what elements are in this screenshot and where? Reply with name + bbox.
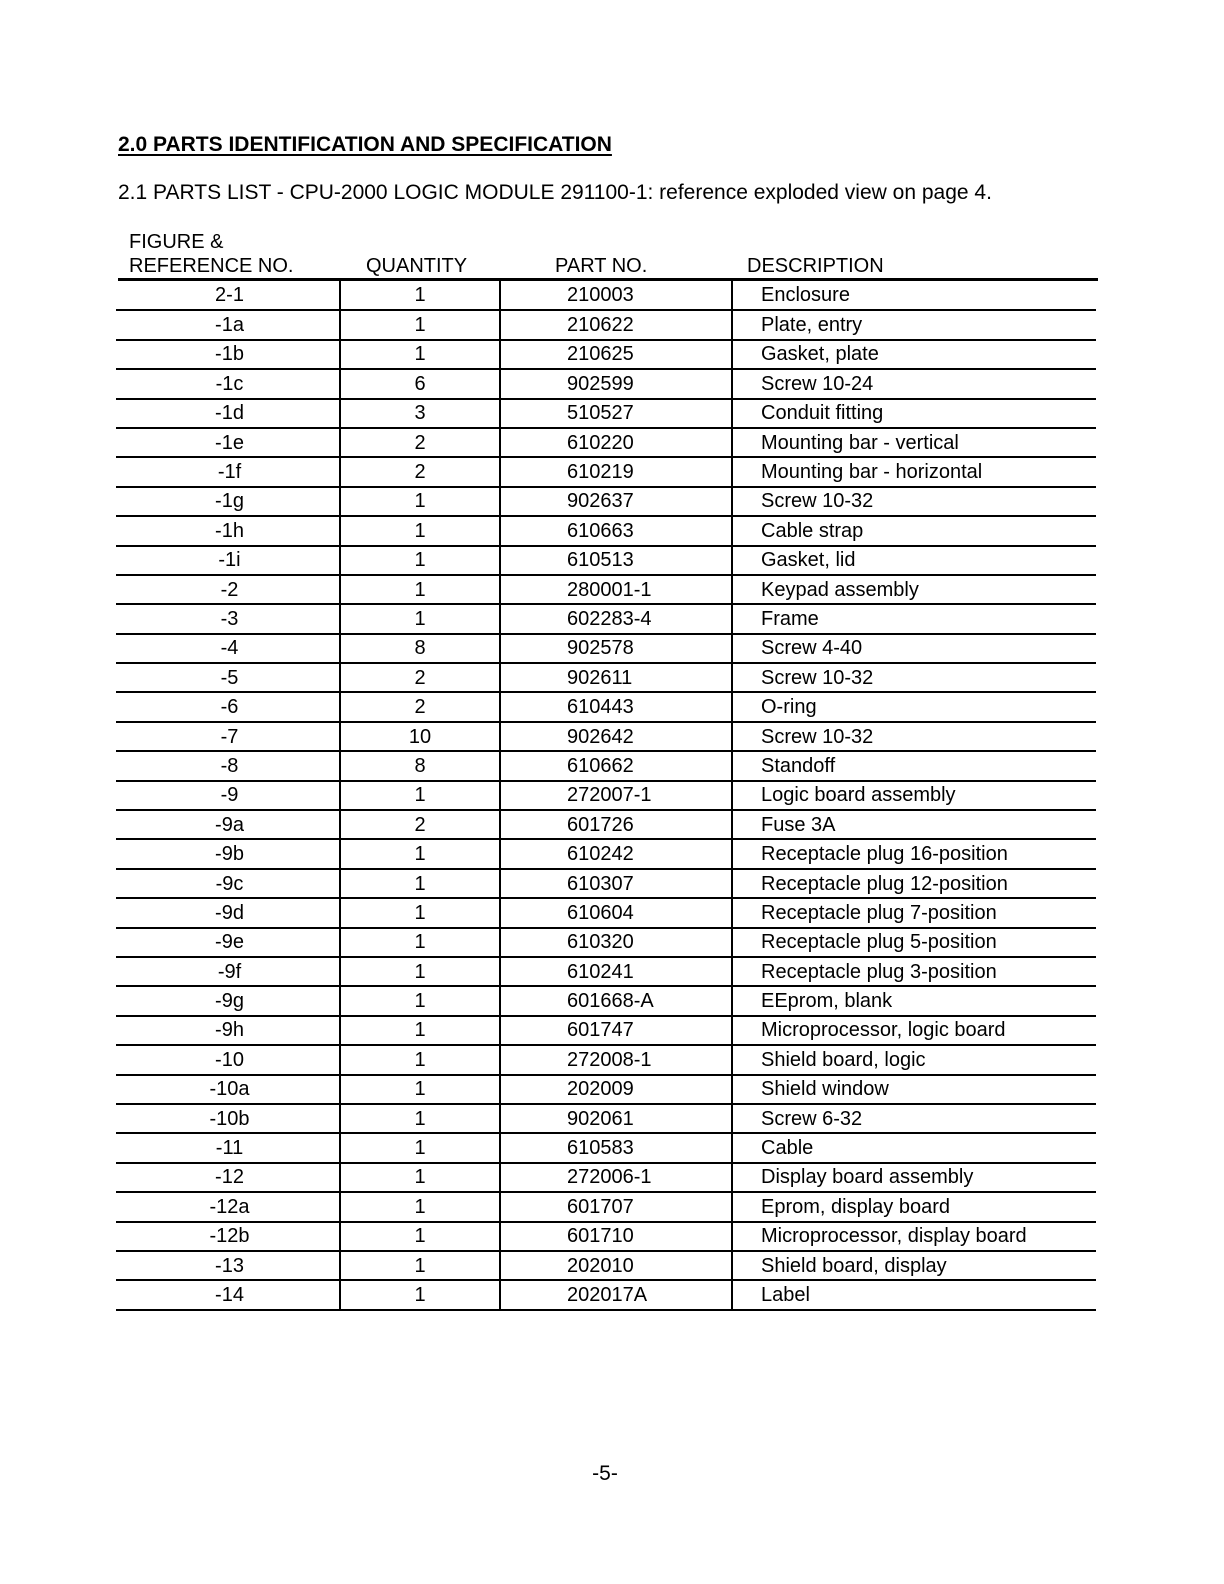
part-number-cell: 601726: [500, 810, 732, 839]
table-row: [116, 1163, 1096, 1192]
description-cell: Screw 10-32: [732, 722, 1096, 751]
quantity-cell: 1: [340, 1192, 500, 1221]
part-number-cell: 202017A: [500, 1280, 732, 1309]
description-cell: Screw 4-40: [732, 634, 1096, 663]
quantity-cell: 10: [340, 722, 500, 751]
table-row: [116, 1045, 1096, 1074]
quantity-cell: 1: [340, 928, 500, 957]
quantity-cell: 1: [340, 1075, 500, 1104]
quantity-cell: 1: [340, 1045, 500, 1074]
description-cell: EEprom, blank: [732, 986, 1096, 1015]
table-row: [116, 1075, 1096, 1104]
quantity-cell: 6: [340, 369, 500, 398]
table-row: [116, 869, 1096, 898]
description-cell: Frame: [732, 604, 1096, 633]
column-header-reference-line1: FIGURE &: [129, 231, 224, 253]
part-number-cell: 902599: [500, 369, 732, 398]
table-row: [116, 487, 1096, 516]
table-row: [116, 1192, 1096, 1221]
reference-cell: -1b: [116, 340, 340, 369]
reference-cell: -9h: [116, 1016, 340, 1045]
reference-cell: -11: [116, 1133, 340, 1162]
reference-cell: -9: [116, 781, 340, 810]
quantity-cell: 1: [340, 310, 500, 339]
table-row: [116, 457, 1096, 486]
parts-table-body: [116, 281, 1096, 1310]
quantity-cell: 2: [340, 663, 500, 692]
table-row: [116, 310, 1096, 339]
part-number-cell: 610663: [500, 516, 732, 545]
part-number-cell: 610443: [500, 692, 732, 721]
table-row: [116, 810, 1096, 839]
quantity-cell: 1: [340, 487, 500, 516]
part-number-cell: 610242: [500, 839, 732, 868]
quantity-cell: 2: [340, 428, 500, 457]
reference-cell: -1a: [116, 310, 340, 339]
description-cell: Fuse 3A: [732, 810, 1096, 839]
part-number-cell: 902061: [500, 1104, 732, 1133]
description-cell: Gasket, plate: [732, 340, 1096, 369]
part-number-cell: 272008-1: [500, 1045, 732, 1074]
table-row: [116, 1251, 1096, 1280]
quantity-cell: 2: [340, 810, 500, 839]
column-header-reference-line2: REFERENCE NO.: [129, 255, 294, 277]
reference-cell: -1e: [116, 428, 340, 457]
quantity-cell: 1: [340, 1222, 500, 1251]
description-cell: Receptacle plug 3-position: [732, 957, 1096, 986]
part-number-cell: 902578: [500, 634, 732, 663]
description-cell: Shield board, display: [732, 1251, 1096, 1280]
table-row: [116, 604, 1096, 633]
reference-cell: -3: [116, 604, 340, 633]
description-cell: Logic board assembly: [732, 781, 1096, 810]
description-cell: Receptacle plug 7-position: [732, 898, 1096, 927]
description-cell: Screw 10-24: [732, 369, 1096, 398]
part-number-cell: 510527: [500, 399, 732, 428]
table-row: [116, 898, 1096, 927]
column-header-quantity: QUANTITY: [366, 255, 468, 277]
part-number-cell: 610219: [500, 457, 732, 486]
quantity-cell: 1: [340, 575, 500, 604]
quantity-cell: 1: [340, 957, 500, 986]
quantity-cell: 1: [340, 839, 500, 868]
part-number-cell: 610241: [500, 957, 732, 986]
table-row: [116, 340, 1096, 369]
part-number-cell: 902611: [500, 663, 732, 692]
part-number-cell: 601668-A: [500, 986, 732, 1015]
table-row: [116, 722, 1096, 751]
column-header-reference: [129, 230, 293, 278]
reference-cell: -9f: [116, 957, 340, 986]
description-cell: Keypad assembly: [732, 575, 1096, 604]
quantity-cell: 1: [340, 1280, 500, 1309]
quantity-cell: 1: [340, 516, 500, 545]
part-number-cell: 610307: [500, 869, 732, 898]
part-number-cell: 601707: [500, 1192, 732, 1221]
table-row: [116, 751, 1096, 780]
table-row: [116, 928, 1096, 957]
reference-cell: -9e: [116, 928, 340, 957]
description-cell: Plate, entry: [732, 310, 1096, 339]
quantity-cell: 1: [340, 781, 500, 810]
quantity-cell: 1: [340, 1251, 500, 1280]
description-cell: Mounting bar - vertical: [732, 428, 1096, 457]
part-number-cell: 902642: [500, 722, 732, 751]
reference-cell: -7: [116, 722, 340, 751]
part-number-cell: 272006-1: [500, 1163, 732, 1192]
quantity-cell: 8: [340, 634, 500, 663]
reference-cell: -6: [116, 692, 340, 721]
table-row: [116, 957, 1096, 986]
reference-cell: -1i: [116, 546, 340, 575]
column-header-part-no: PART NO.: [555, 255, 648, 277]
table-row: [116, 634, 1096, 663]
reference-cell: -9c: [116, 869, 340, 898]
part-number-cell: 202009: [500, 1075, 732, 1104]
reference-cell: -10a: [116, 1075, 340, 1104]
table-row: [116, 1280, 1096, 1309]
reference-cell: -1f: [116, 457, 340, 486]
table-row: [116, 281, 1096, 310]
part-number-cell: 610662: [500, 751, 732, 780]
table-row: [116, 1016, 1096, 1045]
description-cell: Label: [732, 1280, 1096, 1309]
reference-cell: -5: [116, 663, 340, 692]
quantity-cell: 1: [340, 1163, 500, 1192]
column-header-description: DESCRIPTION: [747, 255, 884, 277]
table-row: [116, 839, 1096, 868]
reference-cell: -8: [116, 751, 340, 780]
table-row: [116, 1133, 1096, 1162]
reference-cell: -9d: [116, 898, 340, 927]
reference-cell: 2-1: [116, 281, 340, 310]
part-number-cell: 610513: [500, 546, 732, 575]
table-row: [116, 369, 1096, 398]
part-number-cell: 610604: [500, 898, 732, 927]
part-number-cell: 280001-1: [500, 575, 732, 604]
part-number-cell: 601747: [500, 1016, 732, 1045]
description-cell: Gasket, lid: [732, 546, 1096, 575]
reference-cell: -2: [116, 575, 340, 604]
reference-cell: -13: [116, 1251, 340, 1280]
quantity-cell: 1: [340, 604, 500, 633]
part-number-cell: 601710: [500, 1222, 732, 1251]
quantity-cell: 3: [340, 399, 500, 428]
table-row: [116, 986, 1096, 1015]
description-cell: Eprom, display board: [732, 1192, 1096, 1221]
reference-cell: -1h: [116, 516, 340, 545]
reference-cell: -1d: [116, 399, 340, 428]
parts-table: [116, 281, 1096, 1311]
part-number-cell: 202010: [500, 1251, 732, 1280]
part-number-cell: 210625: [500, 340, 732, 369]
quantity-cell: 8: [340, 751, 500, 780]
reference-cell: -12: [116, 1163, 340, 1192]
description-cell: Microprocessor, logic board: [732, 1016, 1096, 1045]
quantity-cell: 1: [340, 869, 500, 898]
reference-cell: -10: [116, 1045, 340, 1074]
quantity-cell: 1: [340, 1016, 500, 1045]
quantity-cell: 1: [340, 1133, 500, 1162]
description-cell: Cable: [732, 1133, 1096, 1162]
description-cell: Shield board, logic: [732, 1045, 1096, 1074]
part-number-cell: 610583: [500, 1133, 732, 1162]
table-row: [116, 546, 1096, 575]
part-number-cell: 210622: [500, 310, 732, 339]
table-row: [116, 781, 1096, 810]
section-heading: 2.0 PARTS IDENTIFICATION AND SPECIFICATION: [118, 133, 612, 156]
reference-cell: -9b: [116, 839, 340, 868]
description-cell: Receptacle plug 16-position: [732, 839, 1096, 868]
table-row: [116, 663, 1096, 692]
reference-cell: -12a: [116, 1192, 340, 1221]
table-row: [116, 575, 1096, 604]
reference-cell: -10b: [116, 1104, 340, 1133]
table-row: [116, 1222, 1096, 1251]
part-number-cell: 602283-4: [500, 604, 732, 633]
reference-cell: -1g: [116, 487, 340, 516]
quantity-cell: 2: [340, 457, 500, 486]
reference-cell: -12b: [116, 1222, 340, 1251]
reference-cell: -1c: [116, 369, 340, 398]
description-cell: Receptacle plug 12-position: [732, 869, 1096, 898]
description-cell: Display board assembly: [732, 1163, 1096, 1192]
quantity-cell: 1: [340, 898, 500, 927]
table-row: [116, 399, 1096, 428]
description-cell: Screw 10-32: [732, 663, 1096, 692]
table-row: [116, 516, 1096, 545]
reference-cell: -14: [116, 1280, 340, 1309]
description-cell: Screw 6-32: [732, 1104, 1096, 1133]
description-cell: Receptacle plug 5-position: [732, 928, 1096, 957]
quantity-cell: 1: [340, 986, 500, 1015]
description-cell: Enclosure: [732, 281, 1096, 310]
table-row: [116, 692, 1096, 721]
part-number-cell: 210003: [500, 281, 732, 310]
quantity-cell: 1: [340, 281, 500, 310]
quantity-cell: 1: [340, 546, 500, 575]
part-number-cell: 902637: [500, 487, 732, 516]
table-row: [116, 1104, 1096, 1133]
quantity-cell: 2: [340, 692, 500, 721]
description-cell: Cable strap: [732, 516, 1096, 545]
description-cell: Standoff: [732, 751, 1096, 780]
quantity-cell: 1: [340, 1104, 500, 1133]
page-number: -5-: [592, 1462, 618, 1485]
description-cell: Microprocessor, display board: [732, 1222, 1096, 1251]
subsection-title: 2.1 PARTS LIST - CPU-2000 LOGIC MODULE 291100-1: reference exploded view on page 4.: [118, 181, 992, 204]
description-cell: O-ring: [732, 692, 1096, 721]
part-number-cell: 272007-1: [500, 781, 732, 810]
description-cell: Conduit fitting: [732, 399, 1096, 428]
reference-cell: -4: [116, 634, 340, 663]
description-cell: Shield window: [732, 1075, 1096, 1104]
description-cell: Mounting bar - horizontal: [732, 457, 1096, 486]
part-number-cell: 610320: [500, 928, 732, 957]
part-number-cell: 610220: [500, 428, 732, 457]
table-row: [116, 428, 1096, 457]
reference-cell: -9a: [116, 810, 340, 839]
description-cell: Screw 10-32: [732, 487, 1096, 516]
quantity-cell: 1: [340, 340, 500, 369]
reference-cell: -9g: [116, 986, 340, 1015]
